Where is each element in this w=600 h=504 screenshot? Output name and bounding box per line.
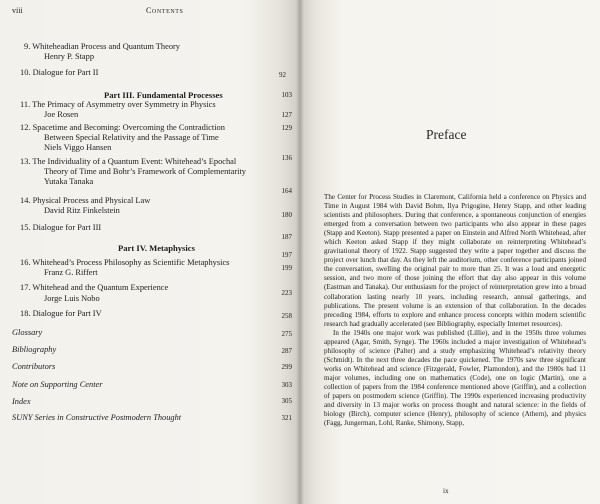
toc-entry-10-title: 10. Dialogue for Part II xyxy=(20,68,99,77)
toc-bibliography: Bibliography xyxy=(12,345,57,354)
part-iv-page: 187 xyxy=(281,233,292,241)
toc-entry-17-author: Jorge Luis Nobo xyxy=(44,294,100,303)
toc-index: Index xyxy=(12,397,31,406)
toc-index-page: 303 xyxy=(281,381,292,389)
toc-entry-9-author: Henry P. Stapp xyxy=(44,52,95,61)
toc-entry-13-title-cont: Theory of Time and Bohr’s Framework of Complementarity xyxy=(44,167,246,176)
page-number-right: ix xyxy=(443,487,449,495)
toc-entry-14-title: 14. Physical Process and Physical Law xyxy=(20,196,151,205)
page-number-left: viii xyxy=(12,6,23,15)
toc-supporting-center-page: 299 xyxy=(281,363,292,371)
toc-entry-11-title: 11. The Primacy of Asymmetry over Symmetry in Physics xyxy=(20,100,216,109)
preface-paragraph-1: The Center for Process Studies in Claremont, California held a conference on Physics and Time in August 1984 with David Bohm, Ilya Prigogine, Henry Stapp, and other leading scientists and philosophers. During that conference, a spontaneous conjunction of energies emerged from a conversation between two participants who also appear in these pages (Stapp and Keeton). Stapp presented a paper on Einstein and Alfred North Whitehead, after which Keeton asked Stapp if they might collaborate on reinterpreting Whitehead’s gravitational theory of 1922. Stapp suggested they write a paper together and discuss the project over lunch that day. As they left the auditorium, other conference participants joined the conversation, swelling the original pair to more than 25. It was a loud and energetic session, and two more of those joining the effort that day also appear in this volume (Eastman and Tanaka). Our enthusiasm for the project of reinterpretation grew into a broad collaboration lasting nearly 10 years, including research, annual gatherings, and publications. The present volume is an extension of that collaboration. In the decades preceding 1984, efforts to explore and enhance process concepts within modern scientific research had gradually accelerated (see Bibliography, especially Internet resources). xyxy=(324,193,586,328)
toc-entry-18-page: 223 xyxy=(281,289,292,297)
toc-supporting-center: Note on Supporting Center xyxy=(12,380,103,389)
toc-entry-16-title: 16. Whitehead’s Process Philosophy as Scientific Metaphysics xyxy=(20,258,230,267)
toc-suny-series: SUNY Series in Constructive Postmodern Thought xyxy=(12,413,182,422)
toc-entry-9-title: 9. Whiteheadian Process and Quantum Theory xyxy=(24,42,180,51)
part-iii-heading: Part III. Fundamental Processes xyxy=(104,90,223,100)
toc-entry-12-title-cont: Between Special Relativity and the Passage of Time xyxy=(44,133,219,142)
toc-bibliography-page: 275 xyxy=(281,330,292,338)
toc-glossary: Glossary xyxy=(12,328,43,337)
toc-entry-18-title: 18. Dialogue for Part IV xyxy=(20,309,102,318)
preface-body xyxy=(324,193,586,428)
toc-entry-15-page: 180 xyxy=(281,211,292,219)
toc-contributors: Contributors xyxy=(12,362,56,371)
running-head xyxy=(0,6,300,20)
toc-entry-11-author: Joe Rosen xyxy=(44,110,79,119)
toc-entry-16-page: 197 xyxy=(281,251,292,259)
toc-entry-15-title: 15. Dialogue for Part III xyxy=(20,223,102,232)
toc-entry-10-page: 92 xyxy=(279,71,286,79)
book-gutter-shadow xyxy=(296,0,304,504)
toc-last-page: 321 xyxy=(281,414,292,422)
toc-entry-13-author: Yutaka Tanaka xyxy=(44,177,94,186)
running-title: Contents xyxy=(146,6,184,15)
toc-entry-17-page: 199 xyxy=(281,264,292,272)
toc-entry-13-title: 13. The Individuality of a Quantum Event: Whitehead’s Epochal xyxy=(20,157,237,166)
toc-entry-14-author: David Ritz Finkelstein xyxy=(44,206,120,215)
toc-entry-11-page: 127 xyxy=(281,111,292,119)
preface-heading: Preface xyxy=(426,127,467,142)
toc-entry-13-page: 136 xyxy=(281,154,292,162)
toc-entry-12-author: Niels Viggo Hansen xyxy=(44,143,112,152)
part-iii-page: 103 xyxy=(281,91,292,99)
toc-entry-17-title: 17. Whitehead and the Quantum Experience xyxy=(20,283,169,292)
toc-entry-16-author: Franz G. Riffert xyxy=(44,268,98,277)
toc-entry-12-page: 129 xyxy=(281,124,292,132)
toc-suny-series-page: 305 xyxy=(281,397,292,405)
preface-paragraph-2: In the 1940s one major work was published (Lillie), and in the 1950s three volumes appeared (Agar, Smith, Synge). The 1960s included a major investigation of Whitehead’s philosophy of science (Palter) and a study emphasizing Whitehead’s relativity theory (Schmidt). In the next three decades the pace quickened. The 1970s saw three significant works on Whitehead and science (Fitzgerald, Fowler, Plamondon), and the 1980s had 11 major volumes, including one on mathematics (Code), one on logic (Martin), one a collection of papers from the 1984 conference mentioned above (Griffin), and a collection of papers on postmodern science (Griffin). The 1990s experienced increasing productivity and diversity in 13 major works on process thought and natural science: in the fields of biology (Birch), computer science (Henry), philosophy of science (Athern), and physics (Fagg, Jungerman, Lohl, Ranke, Shimony, Stapp, xyxy=(324,328,586,428)
part-iv-heading: Part IV. Metaphysics xyxy=(118,243,195,253)
toc-entry-12-title: 12. Spacetime and Becoming: Overcoming the Contradiction xyxy=(20,123,225,132)
toc-contributors-page: 287 xyxy=(281,347,292,355)
toc-entry-14-page: 164 xyxy=(281,187,292,195)
toc-glossary-page: 258 xyxy=(281,312,292,320)
right-page-preface xyxy=(300,0,600,504)
